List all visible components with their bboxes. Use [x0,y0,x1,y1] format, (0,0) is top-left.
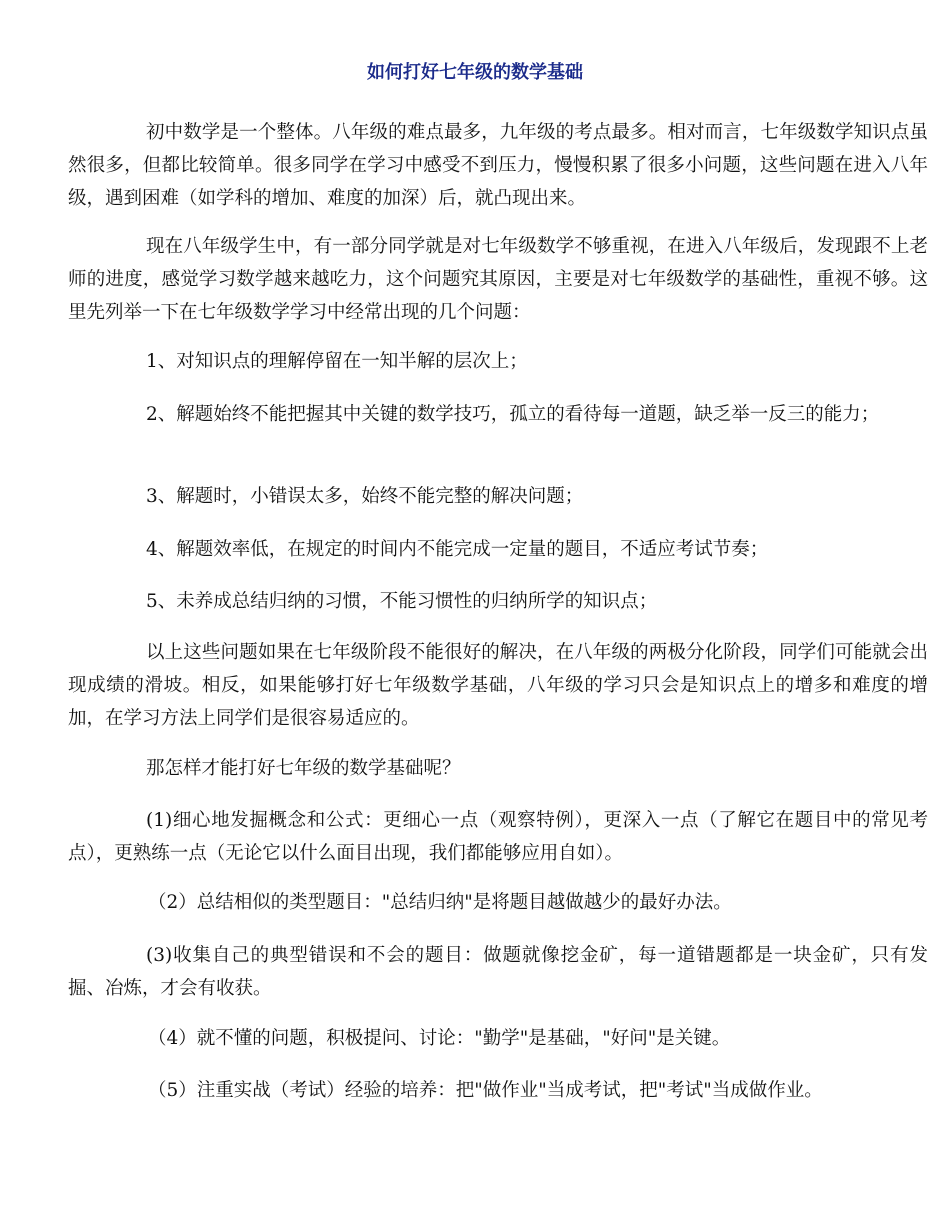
list-item-method-2: （2）总结相似的类型题目："总结归纳"是将题目越做越少的最好办法。 [148,892,732,913]
list-item-problem-1: 1、对知识点的理解停留在一知半解的层次上； [146,351,528,372]
paragraph-problem-overview: 现在八年级学生中，有一部分同学就是对七年级数学不够重视，在进入八年级后，发现跟不上老师的进度，感觉学习数学越来越吃力，这个问题究其原因，主要是对七年级数学的基础性，重视不够。这里先列举一下在七年级数学学习中经常出现的几个问题： [68,236,928,323]
list-item-problem-4: 4、解题效率低，在规定的时间内不能完成一定量的题目，不适应考试节奏； [146,539,769,560]
list-item-method-1: (1)细心地发掘概念和公式：更细心一点（观察特例），更深入一点（了解它在题目中的常见考点），更熟练一点（无论它以什么面目出现，我们都能够应用自如）。 [68,810,928,864]
list-item-method-5: （5）注重实战（考试）经验的培养：把"做作业"当成考试，把"考试"当成做作业。 [148,1080,823,1101]
paragraph-consequence: 以上这些问题如果在七年级阶段不能很好的解决，在八年级的两极分化阶段，同学们可能就会出现成绩的滑坡。相反，如果能够打好七年级数学基础，八年级的学习只会是知识点上的增多和难度的增加，在学习方法上同学们是很容易适应的。 [68,642,928,729]
list-item-problem-2: 2、解题始终不能把握其中关键的数学技巧，孤立的看待每一道题，缺乏举一反三的能力； [146,404,880,425]
paragraph-intro: 初中数学是一个整体。八年级的难点最多，九年级的考点最多。相对而言，七年级数学知识点虽然很多，但都比较简单。很多同学在学习中感受不到压力，慢慢积累了很多小问题，这些问题在进入八年级，遇到困难（如学科的增加、难度的加深）后，就凸现出来。 [68,122,928,209]
list-item-method-4: （4）就不懂的问题，积极提问、讨论："勤学"是基础，"好问"是关键。 [148,1028,731,1049]
paragraph-question: 那怎样才能打好七年级的数学基础呢？ [146,758,461,779]
list-item-problem-3: 3、解题时，小错误太多，始终不能完整的解决问题； [146,486,584,507]
document-title: 如何打好七年级的数学基础 [367,62,583,83]
list-item-method-3: (3)收集自己的典型错误和不会的题目：做题就像挖金矿，每一道错题都是一块金矿，只有发掘、冶炼，才会有收获。 [68,945,928,999]
list-item-problem-5: 5、未养成总结归纳的习惯，不能习惯性的归纳所学的知识点； [146,591,658,612]
